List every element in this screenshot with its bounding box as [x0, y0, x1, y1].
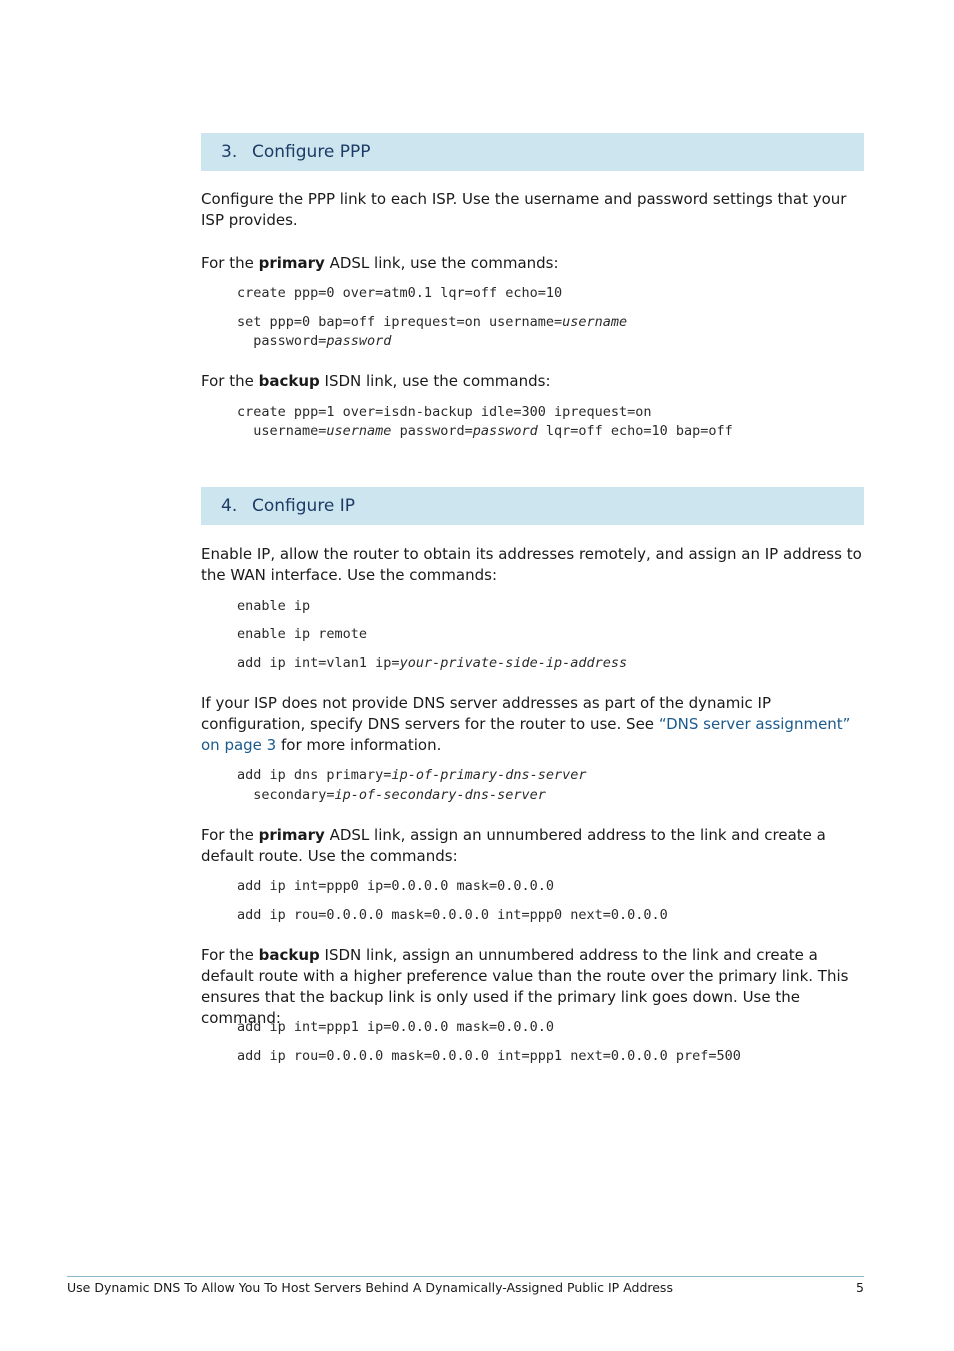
- bold-text: primary: [258, 254, 325, 272]
- text: ADSL link, assign an unnumbered address to the link and create a default route. Use the commands:: [201, 826, 826, 865]
- code-variable: your-private-side-ip-address: [399, 655, 628, 671]
- footer-title: Use Dynamic DNS To Allow You To Host Servers Behind A Dynamically-Assigned Public IP Address: [67, 1280, 673, 1295]
- ip-primary-instruction: [201, 825, 865, 867]
- code-variable: username: [562, 314, 628, 330]
- code-line: create ppp=0 over=atm0.1 lqr=off echo=10: [237, 285, 563, 301]
- code-text: secondary=: [237, 787, 335, 803]
- code-line: add ip int=ppp1 ip=0.0.0.0 mask=0.0.0.0: [237, 1019, 554, 1035]
- code-line: [237, 332, 877, 352]
- text: ADSL link, use the commands:: [324, 254, 559, 272]
- section-heading-configure-ppp: [201, 133, 864, 171]
- footer-divider: [67, 1276, 864, 1277]
- code-text: username=: [237, 423, 327, 439]
- code-variable: ip-of-secondary-dns-server: [334, 787, 546, 803]
- ppp-primary-instruction: [201, 253, 865, 274]
- section-title: Configure PPP: [252, 142, 371, 162]
- section-title: Configure IP: [252, 496, 356, 516]
- ppp-backup-instruction: [201, 371, 865, 392]
- code-line: add ip int=ppp0 ip=0.0.0.0 mask=0.0.0.0: [237, 878, 554, 894]
- section-number: 3.: [221, 142, 238, 162]
- bold-text: backup: [258, 946, 320, 964]
- section-number: 4.: [221, 496, 238, 516]
- dns-server-assignment-link[interactable]: “DNS server assignment” on page 3: [201, 715, 851, 754]
- text: For the: [201, 946, 259, 964]
- text: for more information.: [276, 736, 442, 754]
- ppp-intro: Configure the PPP link to each ISP. Use the username and password settings that your ISP provides.: [201, 190, 847, 229]
- code-line: [237, 786, 877, 806]
- bold-text: primary: [258, 826, 325, 844]
- dns-paragraph: [201, 693, 865, 756]
- ip-intro: Enable IP, allow the router to obtain its addresses remotely, and assign an IP address to the WAN interface. Use the commands:: [201, 545, 862, 584]
- code-line: [237, 422, 877, 442]
- text: For the: [201, 372, 259, 390]
- code-text: password=: [237, 333, 327, 349]
- code-variable: username: [326, 423, 392, 439]
- text: ISDN link, use the commands:: [319, 372, 551, 390]
- code-text: add ip int=vlan1 ip=: [237, 655, 400, 671]
- text: If your ISP does not provide DNS server addresses as part of the dynamic IP configuration, specify DNS servers for the router to use. See: [201, 694, 771, 733]
- code-line: enable ip: [237, 598, 311, 614]
- text: For the: [201, 826, 259, 844]
- code-line: [237, 654, 877, 674]
- code-text: set ppp=0 bap=off iprequest=on username=: [237, 314, 563, 330]
- code-line: create ppp=1 over=isdn-backup idle=300 iprequest=on: [237, 404, 652, 420]
- text: ISDN link, assign an unnumbered address to the link and create a default route with a higher preference value than the route over the primary link. This ensures that the backup link is only used if the primary link goes down. Use the command:: [201, 946, 849, 1027]
- code-variable: ip-of-primary-dns-server: [391, 767, 587, 783]
- code-text: lqr=off echo=10 bap=off: [537, 423, 733, 439]
- code-variable: password: [472, 423, 538, 439]
- code-line: enable ip remote: [237, 626, 368, 642]
- ip-backup-instruction: [201, 945, 865, 1029]
- code-line: add ip rou=0.0.0.0 mask=0.0.0.0 int=ppp0 next=0.0.0.0: [237, 907, 668, 923]
- code-line: [237, 766, 877, 786]
- code-line: [237, 313, 877, 333]
- section-heading-configure-ip: [201, 487, 864, 525]
- code-text: password=: [391, 423, 473, 439]
- code-variable: password: [326, 333, 392, 349]
- bold-text: backup: [258, 372, 320, 390]
- code-text: add ip dns primary=: [237, 767, 392, 783]
- text: For the: [201, 254, 259, 272]
- code-line: add ip rou=0.0.0.0 mask=0.0.0.0 int=ppp1 next=0.0.0.0 pref=500: [237, 1048, 741, 1064]
- page-number: 5: [856, 1280, 864, 1295]
